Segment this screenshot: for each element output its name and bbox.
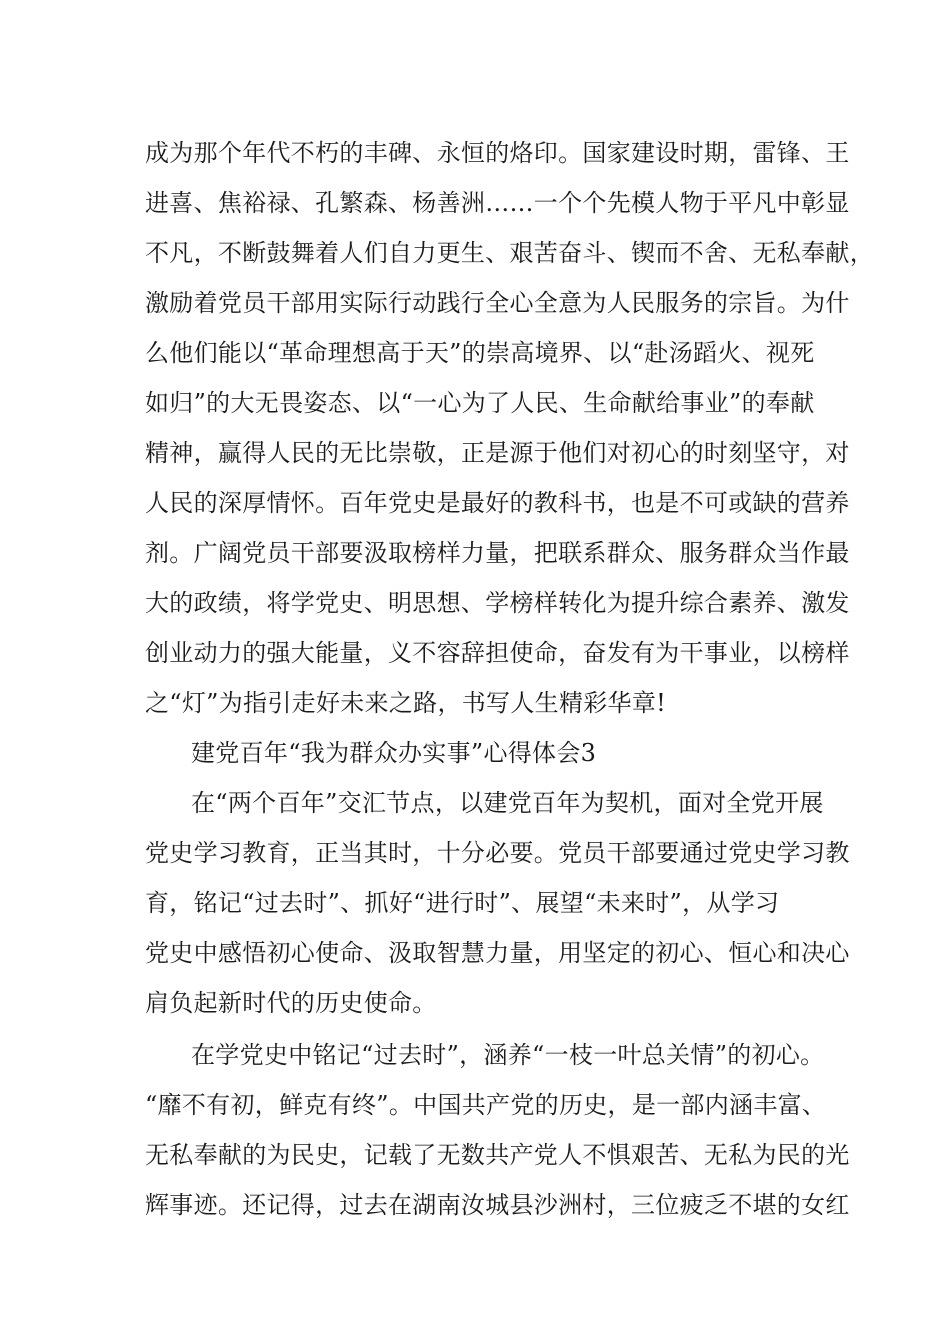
text-line: 如归”的大无畏姿态、以“一心为了人民、生命献给事业”的奉献: [145, 389, 815, 417]
text-line: 无私奉献的为民史，记载了无数共产党人不惧艰苦、无私为民的光: [145, 1141, 850, 1169]
text-line: 之“灯”为指引走好未来之路，书写人生精彩华章!: [145, 689, 667, 717]
text-line: 在学党史中铭记“过去时”，涵养“一枝一叶总关情”的初心。: [191, 1041, 825, 1069]
text-line: 进喜、焦裕禄、孔繁森、杨善洲……一个个先模人物于平凡中彰显: [145, 189, 850, 217]
text-line: 创业动力的强大能量，义不容辞担使命，奋发有为干事业，以榜样: [145, 639, 850, 667]
text-line: 育，铭记“过去时”、抓好“进行时”、展望“未来时”，从学习: [145, 889, 780, 917]
text-line: 么他们能以“革命理想高于天”的崇高境界、以“赴汤蹈火、视死: [145, 339, 815, 367]
text-line: 激励着党员干部用实际行动践行全心全意为人民服务的宗旨。为什: [145, 289, 850, 317]
text-line: 剂。广阔党员干部要汲取榜样力量，把联系群众、服务群众当作最: [145, 539, 850, 567]
text-line: 精神，赢得人民的无比崇敬，正是源于他们对初心的时刻坚守，对: [145, 439, 850, 467]
text-line: 在“两个百年”交汇节点，以建党百年为契机，面对全党开展: [191, 789, 824, 817]
text-line: 不凡，不断鼓舞着人们自力更生、艰苦奋斗、锲而不舍、无私奉献，: [145, 239, 874, 267]
text-line: “靡不有初，鲜克有终”。中国共产党的历史，是一部内涵丰富、: [145, 1091, 827, 1119]
text-line: 党史中感悟初心使命、汲取智慧力量，用坚定的初心、恒心和决心: [145, 939, 850, 967]
section-heading: 建党百年“我为群众办实事”心得体会3: [191, 739, 597, 767]
text-line: 大的政绩，将学党史、明思想、学榜样转化为提升综合素养、激发: [145, 589, 850, 617]
text-line: 成为那个年代不朽的丰碑、永恒的烙印。国家建设时期，雷锋、王: [145, 139, 850, 167]
text-line: 人民的深厚情怀。百年党史是最好的教科书，也是不可或缺的营养: [145, 489, 850, 517]
text-line: 辉事迹。还记得，过去在湖南汝城县沙洲村，三位疲乏不堪的女红: [145, 1191, 850, 1219]
text-line: 肩负起新时代的历史使命。: [145, 989, 437, 1017]
text-line: 党史学习教育，正当其时，十分必要。党员干部要通过党史学习教: [145, 839, 850, 867]
